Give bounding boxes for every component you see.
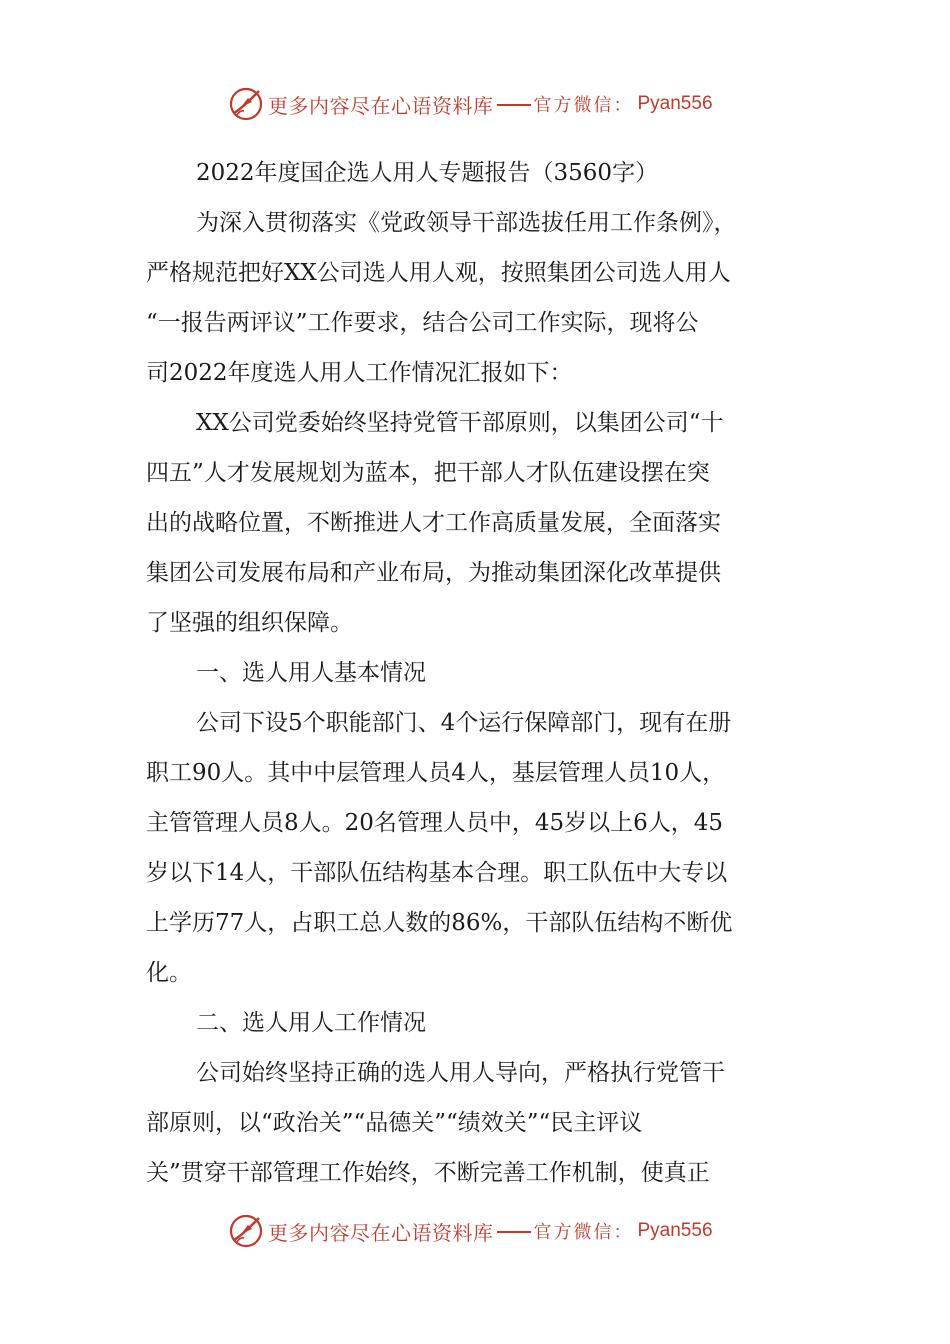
- text-line: “一报告两评议”工作要求，结合公司工作实际，现将公: [146, 310, 699, 336]
- watermark-text: 更多内容尽在心语资料库: [268, 93, 494, 118]
- text-line: 部原则，以“政治关”“品德关”“绩效关”“民主评议: [146, 1110, 643, 1136]
- text-line: 上学历77人，占职工总人数的86%，干部队伍结构不断优: [146, 910, 733, 936]
- text-line: 公司下设5个职能部门、4个运行保障部门，现有在册: [196, 710, 732, 736]
- document-title: 2022年度国企选人用人专题报告（3560字）: [196, 160, 659, 186]
- watermark-dash: [497, 104, 531, 106]
- text-line: 职工90人。其中中层管理人员4人，基层管理人员10人，: [146, 760, 726, 786]
- watermark-banner-top: [228, 84, 713, 124]
- text-line: XX公司党委始终坚持党管干部原则，以集团公司“十: [196, 410, 724, 436]
- text-line: 化。: [146, 960, 192, 986]
- watermark-label: 官方微信：: [533, 95, 634, 116]
- text-line: 了坚强的组织保障。: [146, 610, 353, 636]
- document-body: [146, 148, 816, 1198]
- paragraph-4: [146, 1048, 816, 1198]
- text-line: 出的战略位置，不断推进人才工作高质量发展，全面落实: [146, 510, 721, 536]
- text-line: 集团公司发展布局和产业布局，为推动集团深化改革提供: [146, 560, 721, 586]
- paragraph-3: [146, 698, 816, 998]
- text-line: 主管管理人员8人。20名管理人员中，45岁以上6人，45: [146, 810, 724, 836]
- watermark-wechat-id: Pyan556: [637, 93, 713, 114]
- section-heading-1: 一、选人用人基本情况: [196, 660, 426, 686]
- text-line: 严格规范把好XX公司选人用人观，按照集团公司选人用人: [146, 260, 731, 286]
- watermark-banner-bottom: [228, 1211, 713, 1251]
- watermark-label: 官方微信：: [533, 1222, 634, 1243]
- text-line: 岁以下14人，干部队伍结构基本合理。职工队伍中大专以: [146, 860, 728, 886]
- watermark-dash: [497, 1231, 531, 1233]
- text-line: 关”贯穿干部管理工作始终，不断完善工作机制，使真正: [146, 1160, 710, 1186]
- text-line: 公司始终坚持正确的选人用人导向，严格执行党管干: [196, 1060, 725, 1086]
- quill-logo-icon: [228, 1213, 264, 1249]
- watermark-text: 更多内容尽在心语资料库: [268, 1220, 494, 1245]
- quill-logo-icon: [228, 86, 264, 122]
- text-line: 为深入贯彻落实《党政领导干部选拔任用工作条例》，: [196, 210, 737, 236]
- section-heading-2: 二、选人用人工作情况: [196, 1010, 426, 1036]
- text-line: 四五”人才发展规划为蓝本，把干部人才队伍建设摆在突: [146, 460, 710, 486]
- text-line: 司2022年度选人用人工作情况汇报如下：: [146, 360, 573, 386]
- paragraph-1: [146, 198, 816, 398]
- watermark-wechat-id: Pyan556: [637, 1220, 713, 1241]
- paragraph-2: [146, 398, 816, 648]
